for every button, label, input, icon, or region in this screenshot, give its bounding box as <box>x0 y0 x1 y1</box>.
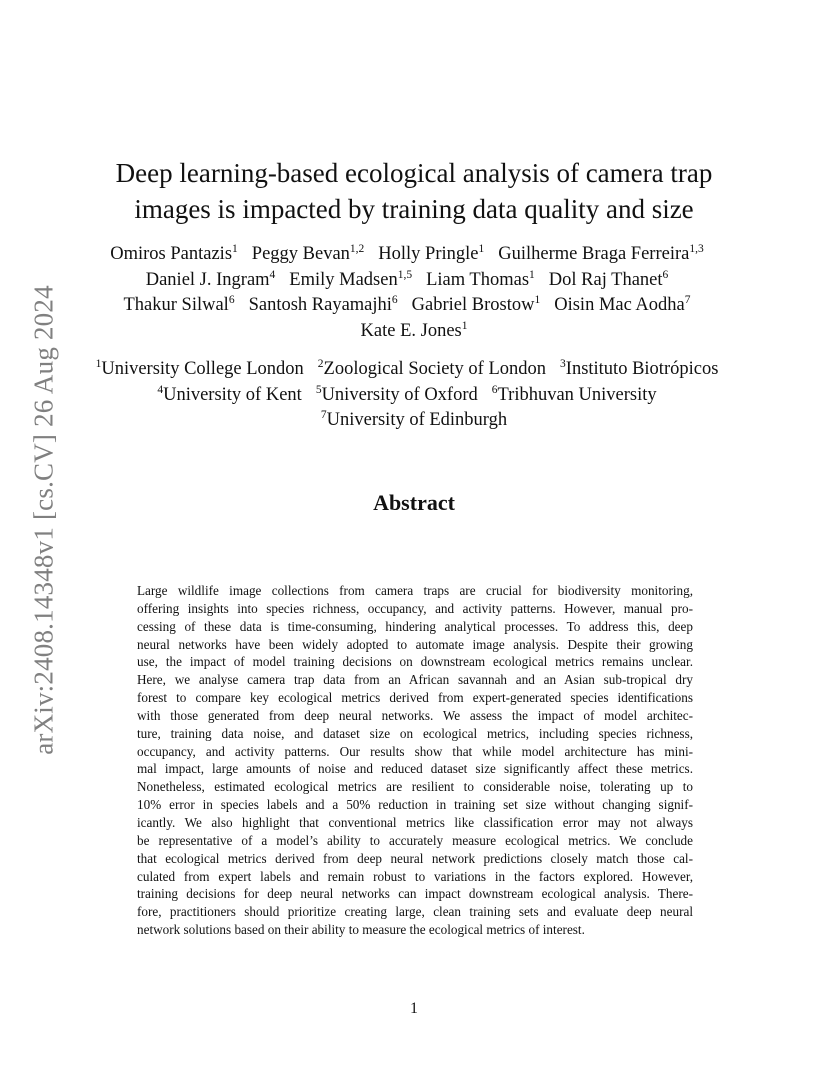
author: Oisin Mac Aodha$^7$ <box>554 293 691 315</box>
affiliation: $^5$University of Oxford <box>315 383 478 405</box>
affiliation: $^1$University College London <box>95 357 304 379</box>
abstract-line: network solutions based on their ability to measure the ecological metrics of interest. <box>137 922 585 938</box>
arxiv-identifier: arXiv:2408.14348v1 [cs.CV] 26 Aug 2024 <box>28 285 59 755</box>
abstract-line: Large wildlife image collections from camera traps are crucial for biodiversity monitoring, <box>137 583 693 598</box>
abstract-line: training decisions for deep neural networks can impact downstream ecological analysis. There- <box>137 886 693 902</box>
paper-title <box>90 155 738 227</box>
author-list <box>92 242 736 344</box>
author: Santosh Rayamajhi$^6$ <box>248 293 398 315</box>
author: Thakur Silwal$^6$ <box>123 293 235 315</box>
page-number: 1 <box>410 1000 418 1017</box>
title-line: Deep learning-based ecological analysis of camera trap <box>115 158 713 188</box>
abstract-line: culated from expert labels and remain robust to variations in the factors explored. However, <box>137 868 693 884</box>
author: Omiros Pantazis$^1$ <box>110 242 238 264</box>
abstract-heading: Abstract <box>373 490 455 515</box>
author: Gabriel Brostow$^1$ <box>411 293 541 315</box>
abstract-line: ture, training data noise, and dataset size on ecological metrics, including species richness, <box>137 725 693 741</box>
author: Daniel J. Ingram$^4$ <box>145 268 276 290</box>
author: Holly Pringle$^1$ <box>378 242 485 264</box>
affiliation: $^3$Instituto Biotrópicos <box>560 357 719 379</box>
author: Peggy Bevan$^{1,2}$ <box>251 242 365 264</box>
abstract-line: use, the impact of model training decisions on downstream ecological metrics remains unclear. <box>137 654 693 670</box>
abstract-line: fore, practitioners should prioritize creating large, clean training sets and evaluate deep neural <box>137 904 693 920</box>
abstract-line: Here, we analyse camera trap data from an African savannah and an Asian sub-tropical dry <box>137 672 693 688</box>
abstract-line: 10% error in species labels and a 50% reduction in training set size without changing signif- <box>137 797 693 813</box>
abstract-line: forest to compare key ecological metrics derived from expert-generated species identifications <box>137 690 693 706</box>
affiliation: $^7$University of Edinburgh <box>320 408 508 430</box>
title-line: images is impacted by training data quality and size <box>134 194 694 224</box>
abstract-line: that ecological metrics derived from deep neural network predictions closely match those cal- <box>137 850 693 866</box>
abstract-line: mal impact, large amounts of noise and reduced dataset size significantly affect these metrics. <box>137 761 693 777</box>
abstract-line: be representative of a model’s ability to accurately measure ecological metrics. We conclude <box>137 832 693 848</box>
abstract-line: cessing of these data is time-consuming, hindering analytical processes. To address this, deep <box>137 618 693 634</box>
affiliation: $^2$Zoological Society of London <box>317 357 547 379</box>
author: Liam Thomas$^1$ <box>426 268 535 290</box>
affiliation-list <box>92 357 736 434</box>
abstract-line: with those generated from deep neural networks. We assess the impact of model architec- <box>137 707 693 723</box>
abstract-line: icantly. We also highlight that conventional metrics like classification error may not always <box>137 814 693 830</box>
author: Emily Madsen$^{1,5}$ <box>289 268 413 290</box>
author: Guilherme Braga Ferreira$^{1,3}$ <box>498 242 704 264</box>
author: Dol Raj Thanet$^6$ <box>548 268 669 290</box>
author: Kate E. Jones$^1$ <box>360 319 468 341</box>
abstract-line: neural networks have been widely adopted to automate image analysis. Despite their growing <box>137 636 693 652</box>
abstract-line: Nonetheless, estimated ecological metrics are resilient to considerable noise, tolerating up to <box>137 779 693 795</box>
abstract-line: offering insights into species richness, occupancy, and activity patterns. However, manual pro- <box>137 600 693 616</box>
affiliation: $^6$Tribhuvan University <box>491 383 657 405</box>
abstract-line: occupancy, and activity patterns. Our results show that while model architecture has mini- <box>137 743 693 759</box>
affiliation: $^4$University of Kent <box>157 383 302 405</box>
abstract-body <box>137 582 693 939</box>
